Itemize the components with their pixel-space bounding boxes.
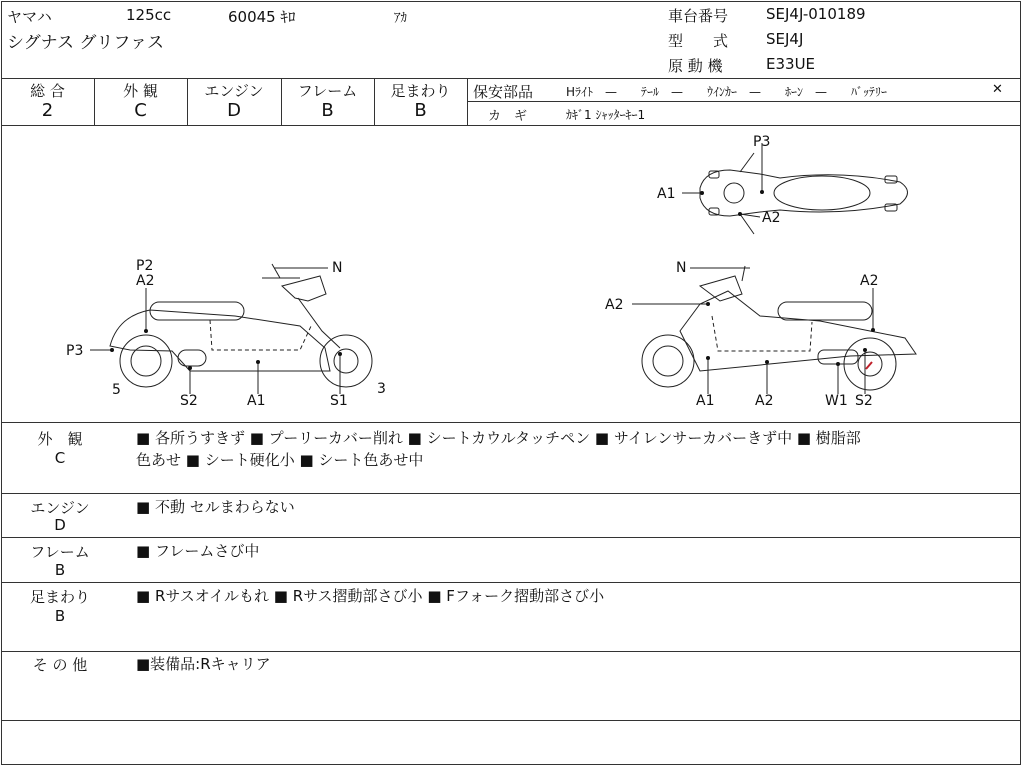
divider (1, 422, 1021, 423)
battery-mark: ✕ (992, 82, 1003, 97)
grade-suspension-label: 足まわり (390, 82, 451, 100)
grade-engine-label: エンジン (204, 82, 264, 100)
label-left-3: 3 (377, 381, 386, 397)
section-exterior-label: 外 観 (37, 430, 83, 448)
grade-overall-value: 2 (41, 100, 54, 121)
grade-frame-value: B (321, 100, 334, 121)
section-other-note: ■装備品:Rキャリア (136, 655, 271, 673)
label-top-p3: P3 (753, 134, 771, 150)
model-name: シグナス グリファス (7, 33, 165, 53)
divider (468, 101, 1021, 102)
label-left-a2: A2 (136, 273, 155, 289)
section-frame-grade: B (54, 561, 66, 579)
label-top-a1: A1 (657, 186, 676, 202)
color: ｱｶ (394, 11, 407, 26)
type-label: 型 式 (668, 32, 729, 50)
label-top-a2: A2 (762, 210, 781, 226)
section-suspension-label: 足まわり (29, 588, 90, 606)
grade-overall-label: 総 合 (30, 82, 65, 100)
displacement: 125cc (126, 6, 172, 24)
grade-suspension-value: B (414, 100, 427, 121)
label-right-a2-front: A2 (605, 297, 624, 313)
damage-diagram (0, 126, 1024, 422)
engine-label: 原 動 機 (668, 57, 723, 75)
scooter-top-view (700, 153, 908, 234)
engine-value: E33UE (766, 55, 816, 73)
section-engine-note: ■ 不動 セルまわらない (136, 498, 295, 516)
label-left-5: 5 (112, 382, 121, 398)
label-right-w1: W1 (825, 393, 848, 409)
label-left-p3: P3 (66, 343, 84, 359)
safety-items: Hﾗｲﾄ — ﾃｰﾙ — ｳｲﾝｶｰ — ﾎｰﾝ — ﾊﾞｯﾃﾘｰ (566, 85, 888, 99)
grade-frame-label: フレーム (297, 82, 358, 100)
label-right-a2-bottom: A2 (755, 393, 774, 409)
label-left-p2: P2 (136, 258, 154, 274)
divider (1, 493, 1021, 494)
label-left-s2: S2 (180, 393, 198, 409)
divider (1, 78, 1021, 79)
section-exterior-note-1: ■ 各所うすきず ■ プーリーカバー削れ ■ シートカウルタッチペン ■ サイレンサーカバーきず中 ■ 樹脂部 (136, 429, 861, 447)
maker: ヤマハ (7, 8, 52, 26)
divider (1, 651, 1021, 652)
grade-exterior-value: C (134, 100, 147, 121)
type-value: SEJ4J (766, 30, 804, 48)
section-engine-grade: D (54, 516, 66, 534)
section-suspension-note: ■ Rサスオイルもれ ■ Rサス摺動部さび小 ■ Fフォーク摺動部さび小 (136, 587, 605, 605)
divider (1, 582, 1021, 583)
chassis-value: SEJ4J-010189 (766, 5, 866, 23)
label-right-a2-rear: A2 (860, 273, 879, 289)
divider (1, 720, 1021, 721)
red-mark (866, 362, 872, 369)
grade-engine-value: D (227, 100, 241, 121)
label-right-s2: S2 (855, 393, 873, 409)
section-other-label: そ の 他 (32, 656, 88, 674)
label-right-n: N (676, 260, 687, 276)
section-engine-label: エンジン (30, 499, 90, 517)
section-frame-label: フレーム (30, 543, 90, 561)
section-exterior-note-2: 色あせ ■ シート硬化小 ■ シート色あせ中 (136, 451, 424, 469)
safety-label: 保安部品 (473, 83, 534, 101)
section-frame-note: ■ フレームさび中 (136, 542, 260, 560)
section-exterior-grade: C (54, 449, 66, 467)
label-right-a1: A1 (696, 393, 715, 409)
grade-exterior-label: 外 観 (123, 82, 158, 100)
label-left-a1: A1 (247, 393, 266, 409)
section-suspension-grade: B (54, 607, 66, 625)
label-left-s1: S1 (330, 393, 348, 409)
divider (1, 537, 1021, 538)
key-label: カ ギ (488, 109, 528, 124)
divider (467, 78, 468, 125)
label-left-n: N (332, 260, 343, 276)
mileage: 60045 ｷﾛ (228, 8, 296, 26)
key-value: ｶｷﾞ1 ｼｬｯﾀｰｷｰ1 (566, 108, 646, 122)
chassis-label: 車台番号 (668, 7, 729, 25)
